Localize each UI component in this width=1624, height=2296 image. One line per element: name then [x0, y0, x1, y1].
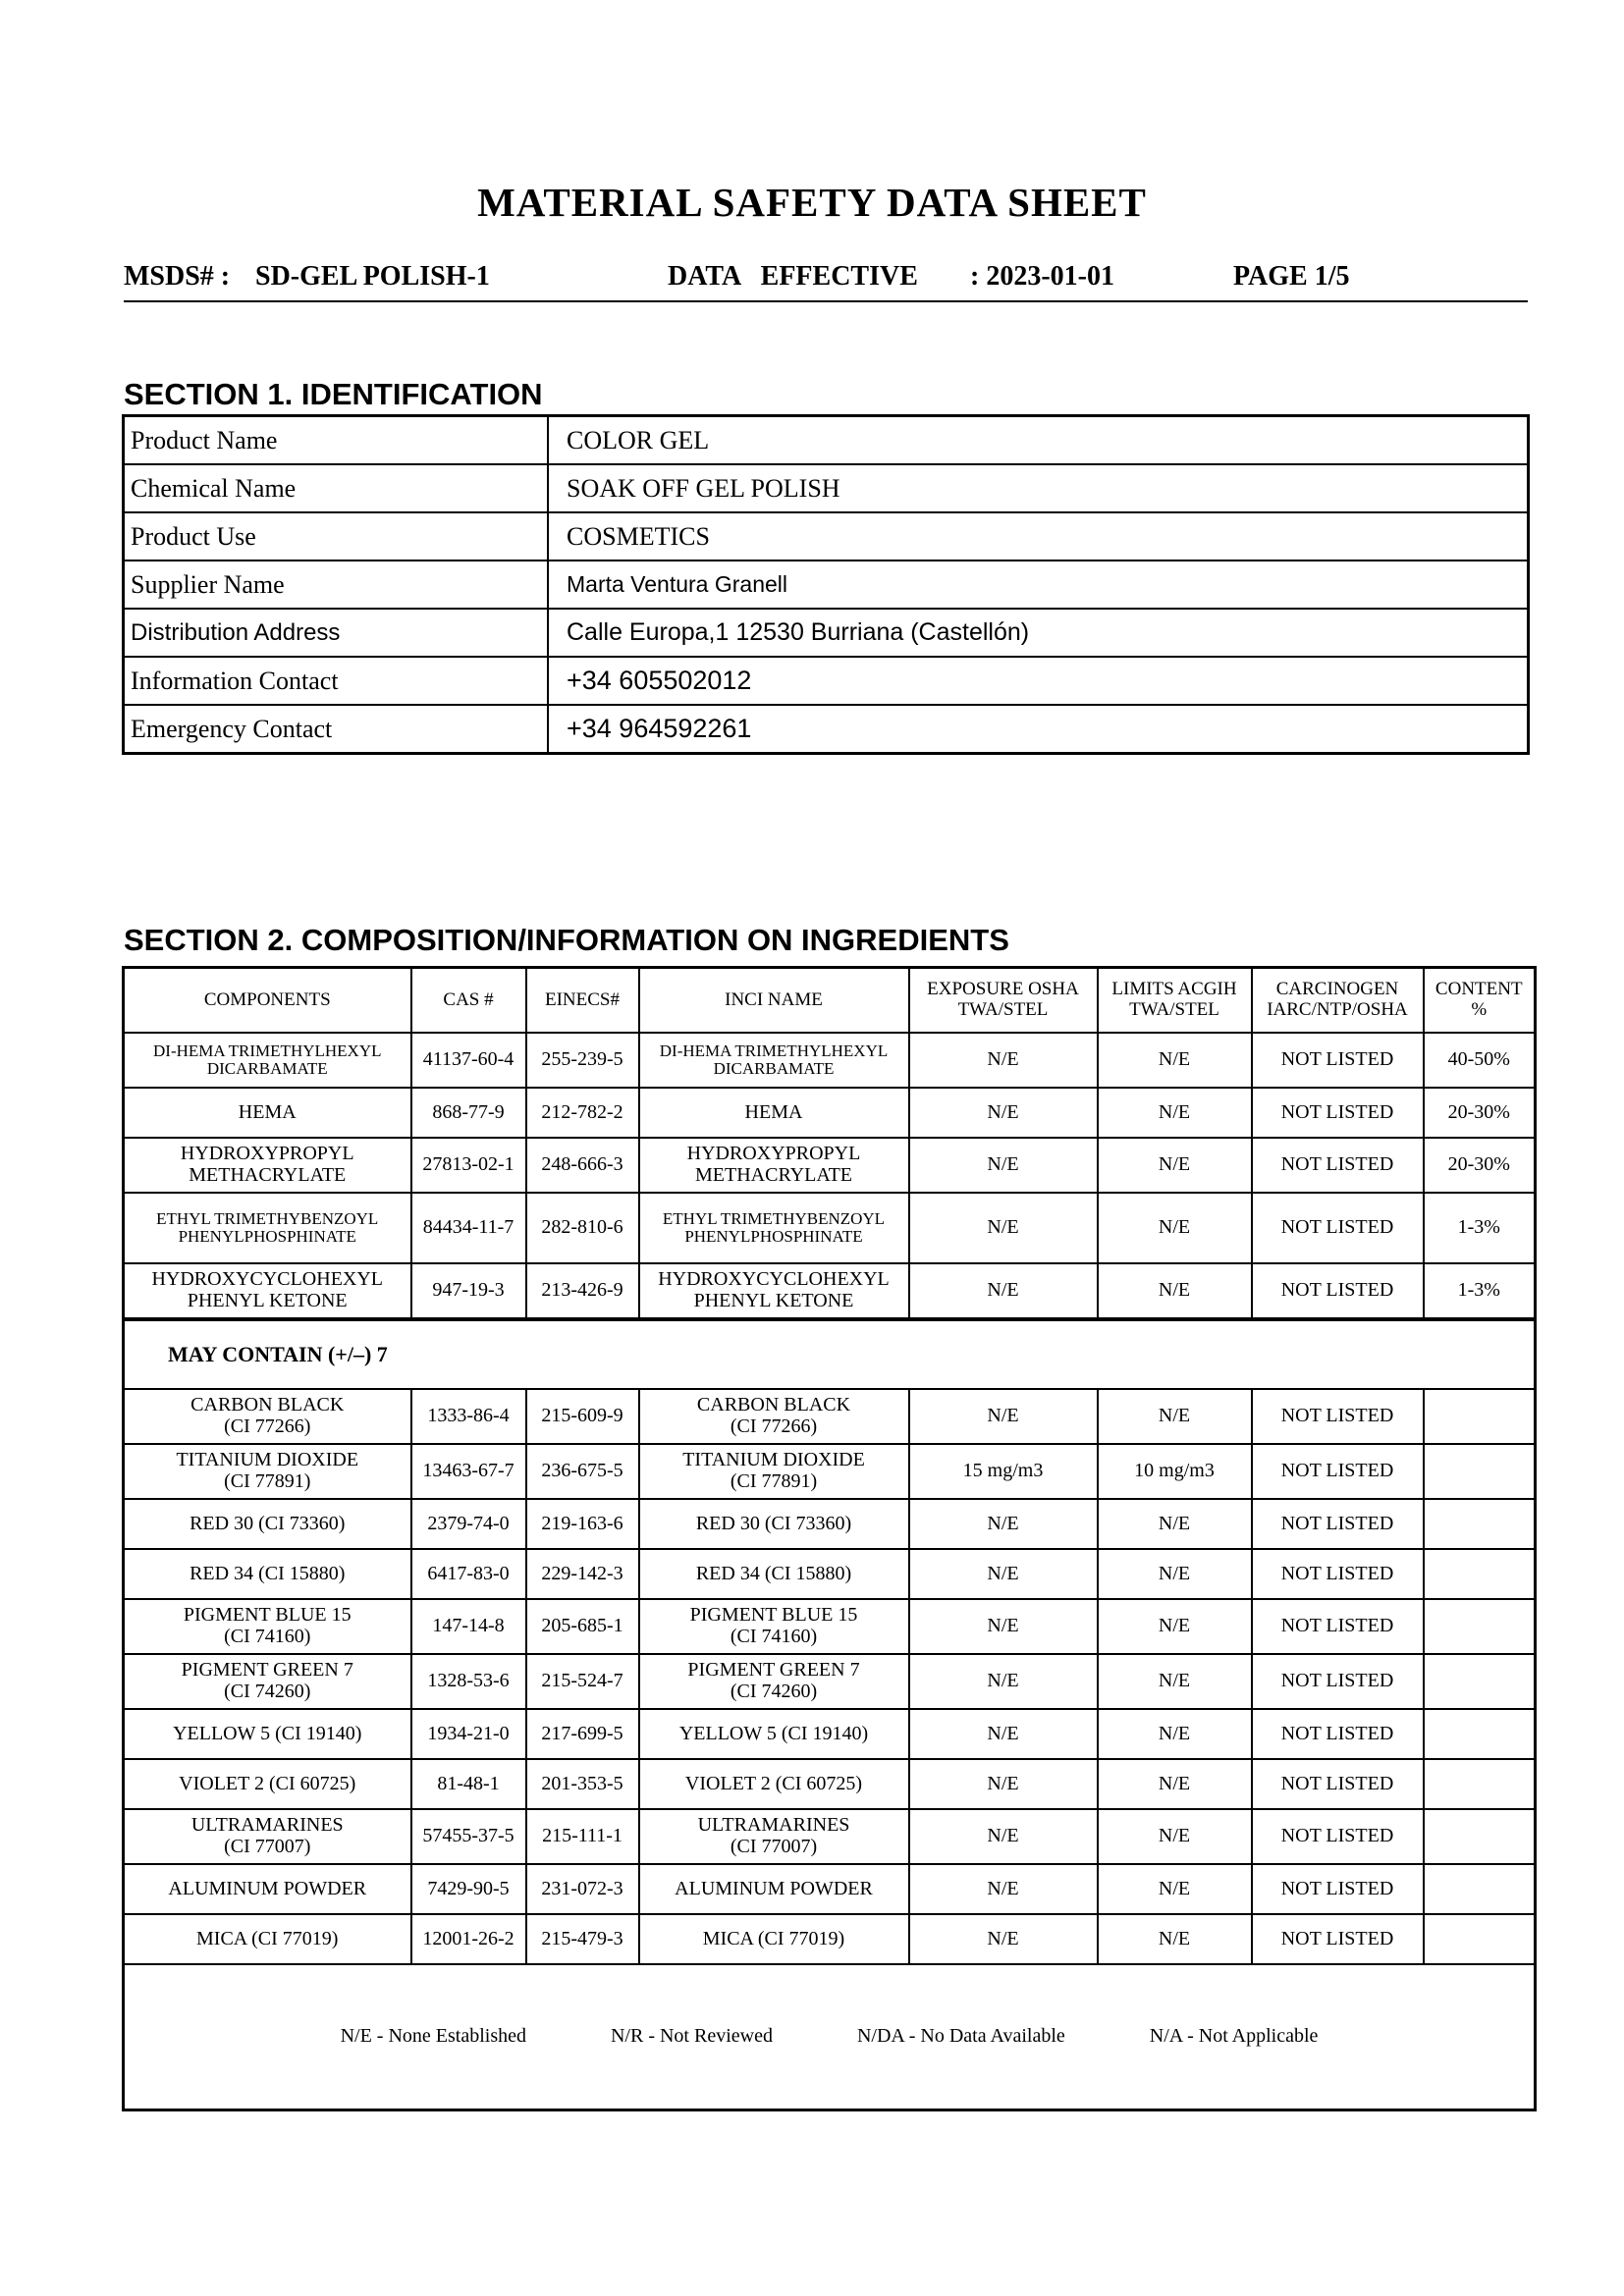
inci-cell: TITANIUM DIOXIDE (CI 77891): [639, 1444, 909, 1499]
osha-cell: N/E: [909, 1193, 1098, 1263]
acgih-cell: N/E: [1098, 1193, 1252, 1263]
pigment-row: [124, 1599, 1536, 1654]
einecs-cell: 213-426-9: [526, 1263, 639, 1319]
pigment-row: [124, 1864, 1536, 1914]
column-header-inci: INCI NAME: [639, 968, 909, 1034]
cas-cell: 6417-83-0: [411, 1549, 526, 1599]
cas-cell: 2379-74-0: [411, 1499, 526, 1549]
carcinogen-cell: NOT LISTED: [1252, 1654, 1424, 1709]
component-cell: PIGMENT GREEN 7 (CI 74260): [124, 1654, 411, 1709]
id-value: Marta Ventura Granell: [548, 561, 1529, 609]
column-header-cas: CAS #: [411, 968, 526, 1034]
id-row-chemical-name: [124, 464, 1529, 512]
cas-cell: 84434-11-7: [411, 1193, 526, 1263]
acgih-cell: N/E: [1098, 1033, 1252, 1088]
einecs-cell: 201-353-5: [526, 1759, 639, 1809]
inci-cell: ULTRAMARINES (CI 77007): [639, 1809, 909, 1864]
einecs-cell: 282-810-6: [526, 1193, 639, 1263]
carcinogen-cell: NOT LISTED: [1252, 1864, 1424, 1914]
cas-cell: 147-14-8: [411, 1599, 526, 1654]
cas-cell: 7429-90-5: [411, 1864, 526, 1914]
cas-cell: 1333-86-4: [411, 1389, 526, 1444]
content-cell: [1424, 1759, 1536, 1809]
cas-cell: 947-19-3: [411, 1263, 526, 1319]
cas-cell: 81-48-1: [411, 1759, 526, 1809]
content-cell: 1-3%: [1424, 1193, 1536, 1263]
column-header-components: COMPONENTS: [124, 968, 411, 1034]
document-header: [124, 259, 1528, 302]
einecs-cell: 215-609-9: [526, 1389, 639, 1444]
content-cell: [1424, 1809, 1536, 1864]
id-label: Supplier Name: [124, 561, 549, 609]
einecs-cell: 217-699-5: [526, 1709, 639, 1759]
acgih-cell: N/E: [1098, 1809, 1252, 1864]
inci-cell: MICA (CI 77019): [639, 1914, 909, 1964]
content-cell: [1424, 1549, 1536, 1599]
msds-number-value: SD-GEL POLISH-1: [255, 261, 490, 292]
component-cell: RED 34 (CI 15880): [124, 1549, 411, 1599]
id-row-product-use: [124, 512, 1529, 561]
inci-cell: HYDROXYPROPYL METHACRYLATE: [639, 1138, 909, 1193]
content-cell: [1424, 1864, 1536, 1914]
id-row-product-name: [124, 416, 1529, 465]
abbreviation-legend: [127, 2026, 1532, 2048]
component-cell: VIOLET 2 (CI 60725): [124, 1759, 411, 1809]
id-value: +34 605502012: [548, 657, 1529, 705]
einecs-cell: 215-111-1: [526, 1809, 639, 1864]
carcinogen-cell: NOT LISTED: [1252, 1549, 1424, 1599]
carcinogen-cell: NOT LISTED: [1252, 1389, 1424, 1444]
may-contain-row: [124, 1319, 1536, 1389]
legend-item: N/A - Not Applicable: [1149, 2025, 1319, 2048]
ingredient-row: [124, 1193, 1536, 1263]
osha-cell: N/E: [909, 1499, 1098, 1549]
pigment-row: [124, 1759, 1536, 1809]
acgih-cell: N/E: [1098, 1709, 1252, 1759]
component-cell: YELLOW 5 (CI 19140): [124, 1709, 411, 1759]
id-value: SOAK OFF GEL POLISH: [548, 464, 1529, 512]
id-value: +34 964592261: [548, 705, 1529, 754]
id-value: COSMETICS: [548, 512, 1529, 561]
inci-cell: PIGMENT BLUE 15 (CI 74160): [639, 1599, 909, 1654]
id-label: Product Name: [124, 416, 549, 465]
id-label: Emergency Contact: [124, 705, 549, 754]
acgih-cell: N/E: [1098, 1499, 1252, 1549]
osha-cell: N/E: [909, 1263, 1098, 1319]
einecs-cell: 255-239-5: [526, 1033, 639, 1088]
acgih-cell: N/E: [1098, 1914, 1252, 1964]
carcinogen-cell: NOT LISTED: [1252, 1263, 1424, 1319]
inci-cell: CARBON BLACK (CI 77266): [639, 1389, 909, 1444]
acgih-cell: N/E: [1098, 1389, 1252, 1444]
cas-cell: 27813-02-1: [411, 1138, 526, 1193]
carcinogen-cell: NOT LISTED: [1252, 1759, 1424, 1809]
einecs-cell: 236-675-5: [526, 1444, 639, 1499]
einecs-cell: 219-163-6: [526, 1499, 639, 1549]
einecs-cell: 205-685-1: [526, 1599, 639, 1654]
id-label: Distribution Address: [124, 609, 549, 657]
effective-date-value: : 2023-01-01: [970, 261, 1114, 292]
osha-cell: N/E: [909, 1654, 1098, 1709]
legend-item: N/DA - No Data Available: [856, 2025, 1065, 2048]
einecs-cell: 215-479-3: [526, 1914, 639, 1964]
content-cell: [1424, 1599, 1536, 1654]
content-cell: [1424, 1914, 1536, 1964]
component-cell: CARBON BLACK (CI 77266): [124, 1389, 411, 1444]
id-row-information-contact: [124, 657, 1529, 705]
inci-cell: PIGMENT GREEN 7 (CI 74260): [639, 1654, 909, 1709]
cas-cell: 41137-60-4: [411, 1033, 526, 1088]
composition-table: [122, 966, 1537, 2111]
acgih-cell: N/E: [1098, 1599, 1252, 1654]
cas-cell: 12001-26-2: [411, 1914, 526, 1964]
content-cell: [1424, 1709, 1536, 1759]
einecs-cell: 248-666-3: [526, 1138, 639, 1193]
carcinogen-cell: NOT LISTED: [1252, 1033, 1424, 1088]
id-label: Information Contact: [124, 657, 549, 705]
pigment-row: [124, 1809, 1536, 1864]
page-number: PAGE 1/5: [1233, 261, 1350, 292]
carcinogen-cell: NOT LISTED: [1252, 1444, 1424, 1499]
id-row-emergency-contact: [124, 705, 1529, 754]
content-cell: 20-30%: [1424, 1088, 1536, 1138]
osha-cell: N/E: [909, 1138, 1098, 1193]
acgih-cell: N/E: [1098, 1654, 1252, 1709]
component-cell: ALUMINUM POWDER: [124, 1864, 411, 1914]
acgih-cell: N/E: [1098, 1759, 1252, 1809]
ingredient-row: [124, 1138, 1536, 1193]
carcinogen-cell: NOT LISTED: [1252, 1914, 1424, 1964]
inci-cell: RED 30 (CI 73360): [639, 1499, 909, 1549]
content-cell: 40-50%: [1424, 1033, 1536, 1088]
ingredient-row: [124, 1088, 1536, 1138]
section1-heading: SECTION 1. IDENTIFICATION: [124, 377, 543, 411]
osha-cell: N/E: [909, 1549, 1098, 1599]
carcinogen-cell: NOT LISTED: [1252, 1499, 1424, 1549]
pigment-row: [124, 1444, 1536, 1499]
msds-number-label: MSDS# :: [124, 261, 231, 292]
section2-heading: SECTION 2. COMPOSITION/INFORMATION ON INGREDIENTS: [124, 923, 1009, 957]
einecs-cell: 212-782-2: [526, 1088, 639, 1138]
pigment-row: [124, 1389, 1536, 1444]
content-cell: [1424, 1654, 1536, 1709]
carcinogen-cell: NOT LISTED: [1252, 1599, 1424, 1654]
pigment-row: [124, 1499, 1536, 1549]
legend-item: N/E - None Established: [340, 2025, 526, 2048]
carcinogen-cell: NOT LISTED: [1252, 1809, 1424, 1864]
acgih-cell: N/E: [1098, 1549, 1252, 1599]
osha-cell: N/E: [909, 1033, 1098, 1088]
inci-cell: YELLOW 5 (CI 19140): [639, 1709, 909, 1759]
id-label: Product Use: [124, 512, 549, 561]
cas-cell: 13463-67-7: [411, 1444, 526, 1499]
content-cell: 20-30%: [1424, 1138, 1536, 1193]
component-cell: ULTRAMARINES (CI 77007): [124, 1809, 411, 1864]
pigment-row: [124, 1914, 1536, 1964]
inci-cell: DI-HEMA TRIMETHYLHEXYL DICARBAMATE: [639, 1033, 909, 1088]
column-header-content: CONTENT %: [1424, 968, 1536, 1034]
inci-cell: ETHYL TRIMETHYBENZOYL PHENYLPHOSPHINATE: [639, 1193, 909, 1263]
pigment-row: [124, 1709, 1536, 1759]
inci-cell: VIOLET 2 (CI 60725): [639, 1759, 909, 1809]
cas-cell: 868-77-9: [411, 1088, 526, 1138]
legend-row: [124, 1964, 1536, 2110]
identification-table: [122, 414, 1530, 755]
component-cell: HYDROXYCYCLOHEXYL PHENYL KETONE: [124, 1263, 411, 1319]
pigment-row: [124, 1549, 1536, 1599]
osha-cell: N/E: [909, 1599, 1098, 1654]
cas-cell: 1328-53-6: [411, 1654, 526, 1709]
einecs-cell: 231-072-3: [526, 1864, 639, 1914]
component-cell: ETHYL TRIMETHYBENZOYL PHENYLPHOSPHINATE: [124, 1193, 411, 1263]
id-value: Calle Europa,1 12530 Burriana (Castellón): [548, 609, 1529, 657]
content-cell: [1424, 1389, 1536, 1444]
ingredient-row: [124, 1033, 1536, 1088]
carcinogen-cell: NOT LISTED: [1252, 1138, 1424, 1193]
may-contain-label: MAY CONTAIN (+/–) 7: [124, 1319, 1536, 1389]
content-cell: [1424, 1499, 1536, 1549]
component-cell: HEMA: [124, 1088, 411, 1138]
inci-cell: ALUMINUM POWDER: [639, 1864, 909, 1914]
component-cell: PIGMENT BLUE 15 (CI 74160): [124, 1599, 411, 1654]
id-row-distribution-address: [124, 609, 1529, 657]
content-cell: [1424, 1444, 1536, 1499]
component-cell: TITANIUM DIOXIDE (CI 77891): [124, 1444, 411, 1499]
osha-cell: N/E: [909, 1759, 1098, 1809]
legend-item: N/R - Not Reviewed: [610, 2025, 773, 2048]
einecs-cell: 215-524-7: [526, 1654, 639, 1709]
osha-cell: N/E: [909, 1864, 1098, 1914]
osha-cell: N/E: [909, 1389, 1098, 1444]
carcinogen-cell: NOT LISTED: [1252, 1088, 1424, 1138]
einecs-cell: 229-142-3: [526, 1549, 639, 1599]
osha-cell: N/E: [909, 1709, 1098, 1759]
acgih-cell: N/E: [1098, 1263, 1252, 1319]
carcinogen-cell: NOT LISTED: [1252, 1709, 1424, 1759]
osha-cell: 15 mg/m3: [909, 1444, 1098, 1499]
inci-cell: HEMA: [639, 1088, 909, 1138]
pigment-row: [124, 1654, 1536, 1709]
id-value: COLOR GEL: [548, 416, 1529, 465]
column-header-carcinogen: CARCINOGEN IARC/NTP/OSHA: [1252, 968, 1424, 1034]
component-cell: RED 30 (CI 73360): [124, 1499, 411, 1549]
ingredient-row: [124, 1263, 1536, 1319]
cas-cell: 1934-21-0: [411, 1709, 526, 1759]
carcinogen-cell: NOT LISTED: [1252, 1193, 1424, 1263]
component-cell: MICA (CI 77019): [124, 1914, 411, 1964]
component-cell: HYDROXYPROPYL METHACRYLATE: [124, 1138, 411, 1193]
acgih-cell: N/E: [1098, 1088, 1252, 1138]
osha-cell: N/E: [909, 1088, 1098, 1138]
acgih-cell: N/E: [1098, 1138, 1252, 1193]
legend-cell: [124, 1964, 1536, 2110]
inci-cell: HYDROXYCYCLOHEXYL PHENYL KETONE: [639, 1263, 909, 1319]
component-cell: DI-HEMA TRIMETHYLHEXYL DICARBAMATE: [124, 1033, 411, 1088]
content-cell: 1-3%: [1424, 1263, 1536, 1319]
cas-cell: 57455-37-5: [411, 1809, 526, 1864]
effective-date-label: DATA EFFECTIVE: [668, 261, 918, 292]
acgih-cell: N/E: [1098, 1864, 1252, 1914]
inci-cell: RED 34 (CI 15880): [639, 1549, 909, 1599]
column-header-acgih: LIMITS ACGIH TWA/STEL: [1098, 968, 1252, 1034]
id-row-supplier-name: [124, 561, 1529, 609]
column-header-einecs: EINECS#: [526, 968, 639, 1034]
acgih-cell: 10 mg/m3: [1098, 1444, 1252, 1499]
id-label: Chemical Name: [124, 464, 549, 512]
document-title: MATERIAL SAFETY DATA SHEET: [477, 180, 1147, 225]
composition-header-row: [124, 968, 1536, 1034]
osha-cell: N/E: [909, 1809, 1098, 1864]
column-header-osha: EXPOSURE OSHA TWA/STEL: [909, 968, 1098, 1034]
osha-cell: N/E: [909, 1914, 1098, 1964]
